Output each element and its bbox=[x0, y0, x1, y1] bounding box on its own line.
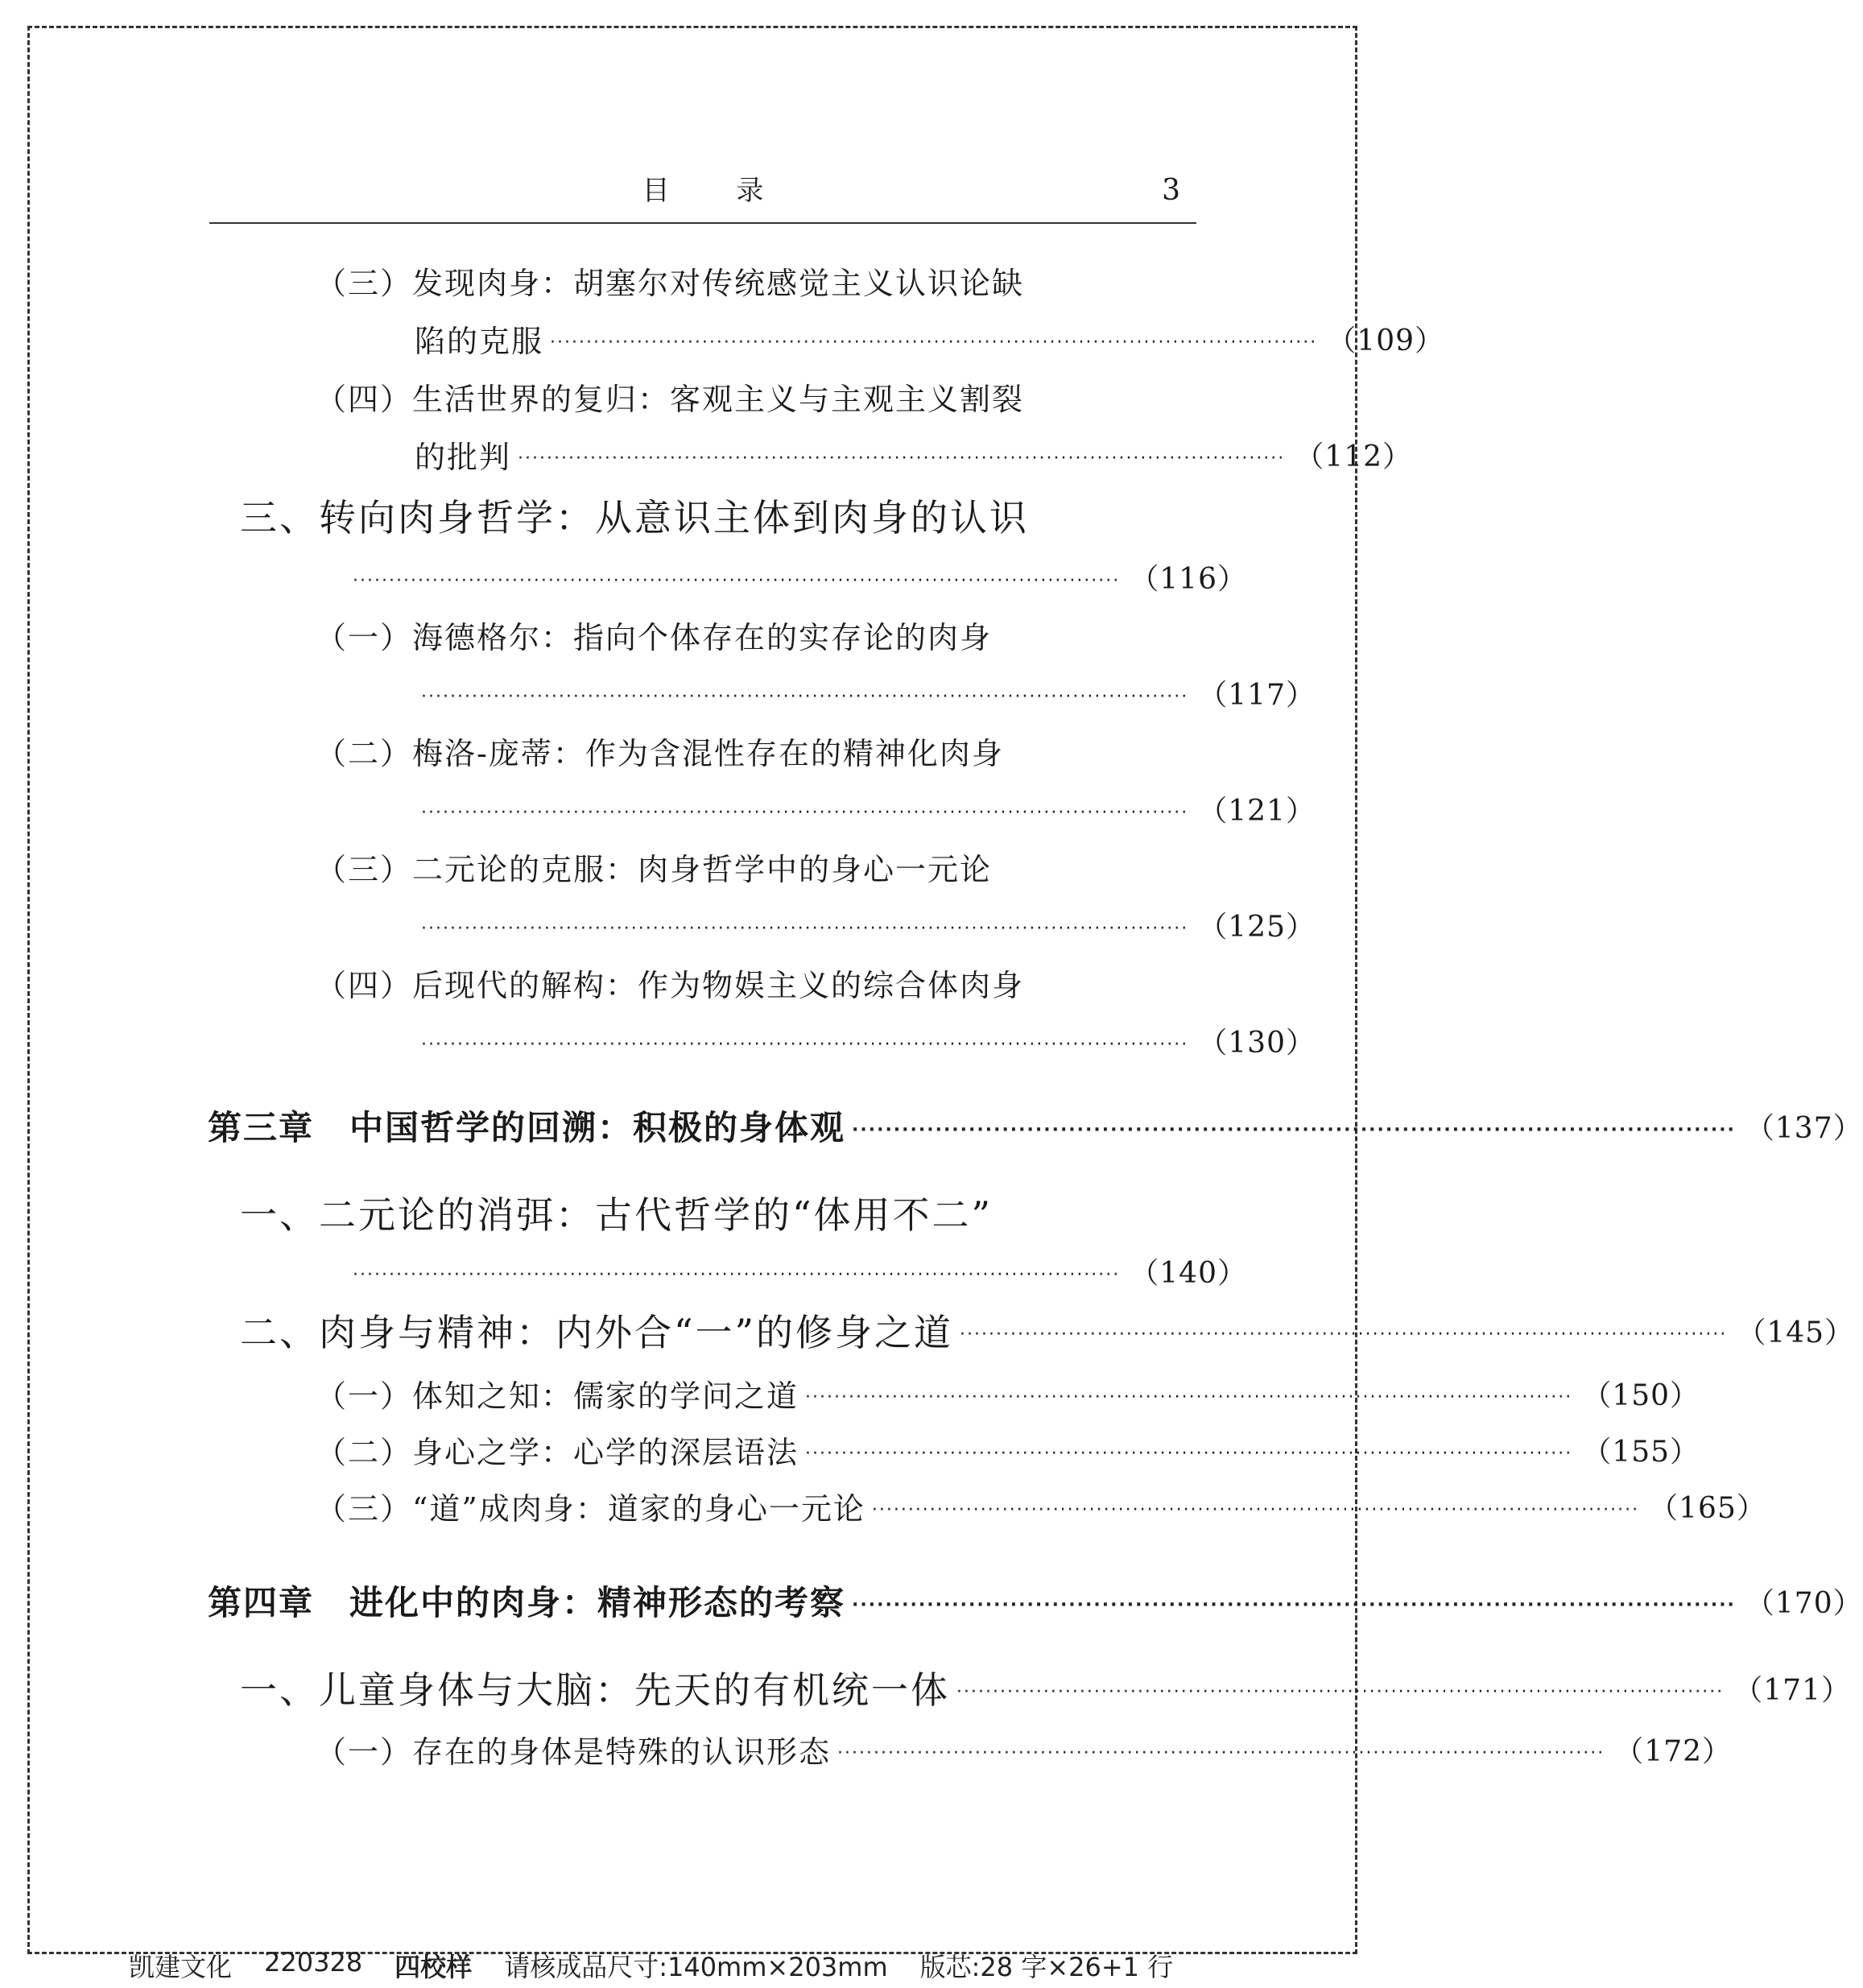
toc-entry-page: （150） bbox=[1582, 1378, 1700, 1412]
toc-entry-page: （109） bbox=[1327, 324, 1445, 358]
footer-publisher: 凯建文化 bbox=[129, 1952, 233, 1982]
toc-entry-title: 第三章 中国哲学的回溯：积极的身体观 bbox=[208, 1108, 846, 1147]
dot-leader: ·········································································································· bbox=[518, 448, 1286, 469]
dot-leader: ·········································································································· bbox=[550, 333, 1318, 353]
toc-entry-page: （112） bbox=[1295, 440, 1413, 473]
toc-entry-page: （117） bbox=[1198, 678, 1316, 712]
dot-leader: ·········································································································· bbox=[871, 1500, 1640, 1520]
footer-code: 220328 bbox=[264, 1947, 363, 1978]
toc-entry-title: （一）体知之知：儒家的学问之道 bbox=[316, 1378, 799, 1414]
dot-leader: ·········································································································· bbox=[837, 1743, 1605, 1763]
footer-proof-stage: 四校样 bbox=[394, 1952, 473, 1982]
toc-entry-page: （171） bbox=[1733, 1673, 1851, 1707]
toc-entry[interactable] bbox=[346, 1246, 1247, 1295]
toc-entry-title: 一、儿童身体与大脑：先天的有机统一体 bbox=[240, 1668, 950, 1712]
toc-entry-page: （116） bbox=[1130, 562, 1247, 596]
toc-entry-title: （一）海德格尔：指向个体存在的实存论的肉身 bbox=[316, 619, 993, 655]
toc-entry-page: （125） bbox=[1198, 910, 1316, 944]
dot-leader: ·········································································································· bbox=[421, 803, 1189, 823]
dot-leader: ·········································································································· bbox=[805, 1444, 1573, 1464]
toc-entry[interactable] bbox=[316, 372, 1192, 420]
dot-leader: ·········································································································· bbox=[805, 1387, 1573, 1407]
toc-entry[interactable] bbox=[316, 958, 1192, 1006]
toc-entry-page: （170） bbox=[1745, 1586, 1863, 1620]
toc-entry[interactable] bbox=[316, 610, 1192, 659]
toc-entry-title: 陷的克服 bbox=[415, 323, 544, 359]
proof-footer bbox=[129, 1947, 1272, 1982]
toc-entry[interactable] bbox=[415, 1016, 1316, 1064]
header-page-number: 3 bbox=[1162, 174, 1180, 207]
toc-entry-title: 三、转向肉身哲学：从意识主体到肉身的认识 bbox=[240, 496, 1029, 539]
toc-entry[interactable] bbox=[415, 900, 1316, 949]
toc-entry-page: （140） bbox=[1130, 1256, 1247, 1290]
toc-entry[interactable] bbox=[240, 1306, 1855, 1354]
dot-leader: ·········································································································· bbox=[353, 1265, 1121, 1285]
toc-entry-title: 一、二元论的消弭：古代哲学的“体用不二” bbox=[240, 1193, 993, 1237]
toc-entry-title: （四）生活世界的复归：客观主义与主观主义割裂 bbox=[316, 381, 1025, 417]
toc-entry-title: （三）二元论的克服：肉身哲学中的身心一元论 bbox=[316, 851, 993, 887]
toc-entry-title: （二）梅洛-庞蒂：作为含混性存在的精神化肉身 bbox=[316, 735, 1004, 771]
toc-entry-page: （137） bbox=[1745, 1111, 1863, 1145]
toc-entry-title: 第四章 进化中的肉身：精神形态的考察 bbox=[208, 1583, 846, 1622]
toc-entry-title: （三）发现肉身：胡塞尔对传统感觉主义认识论缺 bbox=[316, 265, 1025, 301]
toc-entry[interactable] bbox=[240, 1188, 1192, 1237]
dot-leader: ·········································································································· bbox=[960, 1325, 1728, 1345]
toc-entry[interactable] bbox=[316, 1425, 1700, 1473]
toc-entry-title: （三）“道”成肉身：道家的身心一元论 bbox=[316, 1490, 865, 1527]
dot-leader: ·········································································································· bbox=[421, 1035, 1189, 1055]
toc-entry[interactable] bbox=[240, 1664, 1851, 1712]
toc-entry-title: 二、肉身与精神：内外合“一”的修身之道 bbox=[240, 1311, 954, 1354]
footer-size-note: 请核成品尺寸:140mm×203mm bbox=[504, 1952, 888, 1982]
dot-leader: ·········································································································· bbox=[852, 1595, 1736, 1615]
dot-leader: ·········································································································· bbox=[852, 1120, 1736, 1140]
toc-entry-page: （165） bbox=[1649, 1491, 1766, 1525]
toc-entry[interactable] bbox=[316, 1369, 1700, 1417]
toc-entry[interactable] bbox=[415, 784, 1316, 833]
toc-entry-page: （121） bbox=[1198, 794, 1316, 828]
toc-entry[interactable] bbox=[415, 430, 1413, 478]
toc-entry[interactable] bbox=[316, 256, 1192, 304]
toc-entry-page: （130） bbox=[1198, 1026, 1316, 1060]
toc-entry-title: （一）存在的身体是特殊的认识形态 bbox=[316, 1734, 832, 1770]
toc-chapter-entry[interactable] bbox=[208, 1577, 1863, 1625]
toc-entry-page: （155） bbox=[1582, 1435, 1700, 1469]
toc-entry[interactable] bbox=[316, 1482, 1766, 1530]
dot-leader: ·········································································································· bbox=[421, 919, 1189, 939]
toc-chapter-entry[interactable] bbox=[208, 1101, 1863, 1150]
dot-leader: ·········································································································· bbox=[956, 1682, 1725, 1702]
toc-entry[interactable] bbox=[316, 726, 1192, 775]
toc-entry[interactable] bbox=[346, 552, 1247, 601]
toc-entry[interactable] bbox=[316, 842, 1192, 891]
toc-entry[interactable] bbox=[415, 314, 1445, 362]
toc-entry[interactable] bbox=[415, 668, 1316, 717]
toc-entry-page: （145） bbox=[1737, 1316, 1855, 1349]
toc-entry-title: （四）后现代的解构：作为物娱主义的综合体肉身 bbox=[316, 967, 1025, 1003]
toc-entry-page: （172） bbox=[1614, 1734, 1733, 1768]
toc-entry[interactable] bbox=[240, 491, 1192, 539]
toc-entry-title: （二）身心之学：心学的深层语法 bbox=[316, 1434, 799, 1470]
toc-entry[interactable] bbox=[316, 1725, 1733, 1773]
dot-leader: ·········································································································· bbox=[353, 571, 1121, 591]
footer-layout-note: 版芯:28 字×26+1 行 bbox=[919, 1952, 1174, 1982]
dot-leader: ·········································································································· bbox=[421, 687, 1189, 707]
header-title: 目 录 bbox=[642, 175, 793, 207]
toc-entry-title: 的批判 bbox=[415, 439, 512, 475]
